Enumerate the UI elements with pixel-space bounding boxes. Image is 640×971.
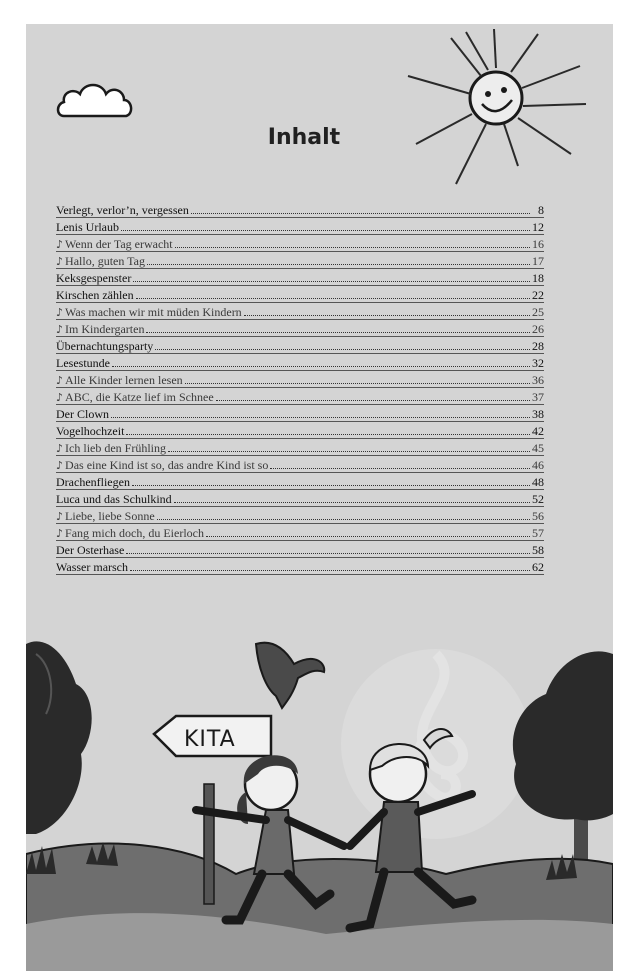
toc-entry-page-number: 56 xyxy=(532,509,544,523)
music-note-icon: ♪ xyxy=(56,510,64,523)
toc-entry-title: Keksgespenster xyxy=(56,271,132,285)
toc-entry-title: Lenis Urlaub xyxy=(56,220,119,234)
dot-leader xyxy=(157,519,530,520)
signpost-label: KITA xyxy=(184,727,236,752)
music-note-icon: ♪ xyxy=(56,527,64,540)
toc-entry[interactable] xyxy=(56,201,544,218)
toc-entry-title: Lesestunde xyxy=(56,356,110,370)
toc-entry-title: Kirschen zählen xyxy=(56,288,134,302)
left-tree xyxy=(26,641,92,834)
toc-entry-title: Fang mich doch, du Eierloch xyxy=(65,526,204,540)
dot-leader xyxy=(206,536,530,537)
book-page xyxy=(26,24,613,971)
toc-entry[interactable] xyxy=(56,541,544,558)
children-illustration xyxy=(26,624,613,971)
music-note-icon: ♪ xyxy=(56,459,64,472)
page-title: Inhalt xyxy=(267,125,341,150)
dot-leader xyxy=(126,553,530,554)
toc-entry-title: Das eine Kind ist so, das andre Kind ist so xyxy=(65,458,269,472)
sun-icon xyxy=(408,29,586,184)
toc-entry-title: Ich lieb den Frühling xyxy=(65,441,167,455)
dot-leader xyxy=(174,502,530,503)
dot-leader xyxy=(175,247,530,248)
toc-entry[interactable] xyxy=(56,235,544,252)
dot-leader xyxy=(111,417,530,418)
toc-entry-page-number: 26 xyxy=(532,322,544,336)
dot-leader xyxy=(270,468,530,469)
toc-entry-page-number: 37 xyxy=(532,390,544,404)
dot-leader xyxy=(244,315,530,316)
toc-entry[interactable] xyxy=(56,388,544,405)
toc-entry-title: Der Clown xyxy=(56,407,109,421)
toc-entry-title: Wasser marsch xyxy=(56,560,129,574)
toc-entry[interactable] xyxy=(56,303,544,320)
toc-entry-page-number: 42 xyxy=(532,424,544,438)
toc-entry[interactable] xyxy=(56,439,544,456)
toc-entry[interactable] xyxy=(56,371,544,388)
music-note-icon: ♪ xyxy=(56,306,64,319)
toc-entry-title: Wenn der Tag erwacht xyxy=(65,237,173,251)
dot-leader xyxy=(147,264,530,265)
dot-leader xyxy=(126,434,530,435)
toc-entry-title: Drachenfliegen xyxy=(56,475,130,489)
music-note-icon: ♪ xyxy=(56,442,64,455)
bird-icon xyxy=(256,643,324,708)
toc-entry-page-number: 38 xyxy=(532,407,544,421)
toc-entry[interactable] xyxy=(56,507,544,524)
toc-entry[interactable] xyxy=(56,405,544,422)
toc-entry-title: ABC, die Katze lief im Schnee xyxy=(65,390,214,404)
cloud-icon xyxy=(58,85,131,116)
toc-entry-title: Der Osterhase xyxy=(56,543,125,557)
dot-leader xyxy=(136,298,530,299)
toc-entry-page-number: 45 xyxy=(532,441,544,455)
toc-entry-title: Übernachtungsparty xyxy=(56,339,154,353)
toc-entry-page-number: 12 xyxy=(532,220,544,234)
toc-entry[interactable] xyxy=(56,456,544,473)
dot-leader xyxy=(112,366,530,367)
toc-entry-title: Verlegt, verlor’n, vergessen xyxy=(56,203,189,217)
toc-entry[interactable] xyxy=(56,252,544,269)
toc-entry[interactable] xyxy=(56,558,544,575)
toc-entry-page-number: 8 xyxy=(538,203,544,217)
toc-entry[interactable] xyxy=(56,354,544,371)
toc-entry-page-number: 32 xyxy=(532,356,544,370)
music-note-icon: ♪ xyxy=(56,255,64,268)
dot-leader xyxy=(121,230,530,231)
toc-entry-title: Vogelhochzeit xyxy=(56,424,125,438)
treble-clef-watermark xyxy=(341,649,531,839)
toc-entry-title: Luca und das Schulkind xyxy=(56,492,172,506)
toc-entry-title: Was machen wir mit müden Kindern xyxy=(65,305,242,319)
dot-leader xyxy=(191,213,530,214)
toc-entry-title: Hallo, guten Tag xyxy=(65,254,145,268)
toc-entry-page-number: 25 xyxy=(532,305,544,319)
dot-leader xyxy=(133,281,530,282)
toc-entry[interactable] xyxy=(56,473,544,490)
toc-entry[interactable] xyxy=(56,524,544,541)
toc-entry[interactable] xyxy=(56,218,544,235)
music-note-icon: ♪ xyxy=(56,374,64,387)
dot-leader xyxy=(146,332,530,333)
toc-entry-page-number: 22 xyxy=(532,288,544,302)
toc-entry-page-number: 46 xyxy=(532,458,544,472)
header-illustration xyxy=(26,24,613,224)
toc-entry[interactable] xyxy=(56,490,544,507)
toc-entry[interactable] xyxy=(56,269,544,286)
toc-entry-page-number: 48 xyxy=(532,475,544,489)
right-tree xyxy=(513,651,613,884)
toc-entry[interactable] xyxy=(56,337,544,354)
toc-entry-page-number: 28 xyxy=(532,339,544,353)
music-note-icon: ♪ xyxy=(56,323,64,336)
music-note-icon: ♪ xyxy=(56,391,64,404)
music-note-icon: ♪ xyxy=(56,238,64,251)
toc-entry-title: Alle Kinder lernen lesen xyxy=(65,373,183,387)
toc-entry-page-number: 62 xyxy=(532,560,544,574)
dot-leader xyxy=(185,383,530,384)
dot-leader xyxy=(132,485,530,486)
toc-entry-page-number: 57 xyxy=(532,526,544,540)
toc-entry[interactable] xyxy=(56,422,544,439)
toc-entry-page-number: 16 xyxy=(532,237,544,251)
toc-entry-page-number: 18 xyxy=(532,271,544,285)
toc-entry-title: Im Kindergarten xyxy=(65,322,145,336)
dot-leader xyxy=(216,400,530,401)
toc-entry[interactable] xyxy=(56,286,544,303)
toc-entry-title: Liebe, liebe Sonne xyxy=(65,509,155,523)
dot-leader xyxy=(130,570,530,571)
table-of-contents xyxy=(56,201,544,575)
toc-entry-page-number: 36 xyxy=(532,373,544,387)
dot-leader xyxy=(155,349,530,350)
toc-entry-page-number: 58 xyxy=(532,543,544,557)
toc-entry-page-number: 17 xyxy=(532,254,544,268)
toc-entry[interactable] xyxy=(56,320,544,337)
dot-leader xyxy=(168,451,530,452)
toc-entry-page-number: 52 xyxy=(532,492,544,506)
